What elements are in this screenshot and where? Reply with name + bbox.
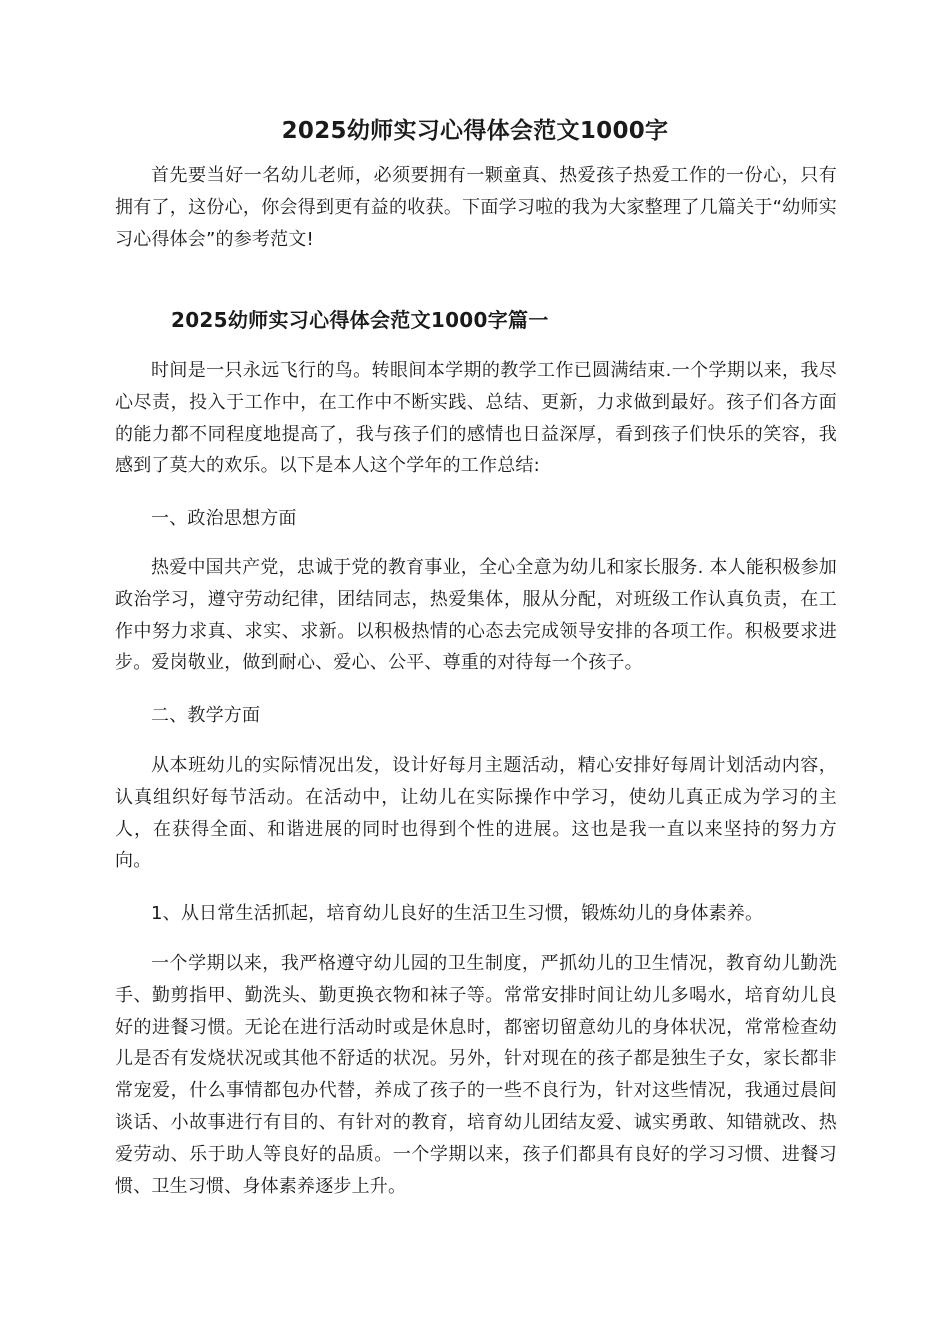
- heading-political: 一、政治思想方面: [151, 508, 297, 529]
- paragraph-teaching: 从本班幼儿的实际情况出发，设计好每月主题活动，精心安排好每周计划活动内容，认真组织好每节活动。在活动中，让幼儿在实际操作中学习，使幼儿真正成为学习的主人，在获得全面、和谐进展的同时也得到个性的进展。这也是我一直以来坚持的努力方向。: [115, 755, 837, 872]
- document-title: 2025幼师实习心得体会范文1000字: [281, 118, 669, 144]
- paragraph-political: 热爱中国共产党，忠诚于党的教育事业，全心全意为幼儿和家长服务. 本人能积极参加政治学习，遵守劳动纪律，团结同志，热爱集体，服从分配，对班级工作认真负责，在工作中努力求真、求实、求新。以积极热情的心态去完成领导安排的各项工作。积极要求进步。爱岗敬业，做到耐心、爱心、公平、尊重的对待每一个孩子。: [115, 557, 837, 674]
- heading-daily-life: 1、从日常生活抓起，培育幼儿良好的生活卫生习惯，锻炼幼儿的身体素养。: [151, 903, 764, 924]
- section-title: 2025幼师实习心得体会范文1000字篇一: [171, 308, 549, 332]
- intro-paragraph: 首先要当好一名幼儿老师，必须要拥有一颗童真、热爱孩子热爱工作的一份心，只有拥有了，这份心，你会得到更有益的收获。下面学习啦的我为大家整理了几篇关于“幼师实习心得体会”的参考范文!: [115, 165, 837, 250]
- heading-teaching: 二、教学方面: [151, 705, 261, 726]
- paragraph-opening: 时间是一只永远飞行的鸟。转眼间本学期的教学工作已圆满结束.一个学期以来，我尽心尽责，投入于工作中，在工作中不断实践、总结、更新，力求做到最好。孩子们各方面的能力都不同程度地提高了，我与孩子们的感情也日益深厚，看到孩子们快乐的笑容，我感到了莫大的欢乐。以下是本人这个学年的工作总结:: [115, 360, 837, 477]
- paragraph-hygiene: 一个学期以来，我严格遵守幼儿园的卫生制度，严抓幼儿的卫生情况，教育幼儿勤洗手、勤剪指甲、勤洗头、勤更换衣物和袜子等。常常安排时间让幼儿多喝水，培育幼儿良好的进餐习惯。无论在进行活动时或是休息时，都密切留意幼儿的身体状况，常常检查幼儿是否有发烧状况或其他不舒适的状况。另外，针对现在的孩子都是独生子女，家长都非常宠爱，什么事情都包办代替，养成了孩子的一些不良行为，针对这些情况，我通过晨间谈话、小故事进行有目的、有针对的教育，培育幼儿团结友爱、诚实勇敢、知错就改、热爱劳动、乐于助人等良好的品质。一个学期以来，孩子们都具有良好的学习习惯、进餐习惯、卫生习惯、身体素养逐步上升。: [115, 953, 837, 1197]
